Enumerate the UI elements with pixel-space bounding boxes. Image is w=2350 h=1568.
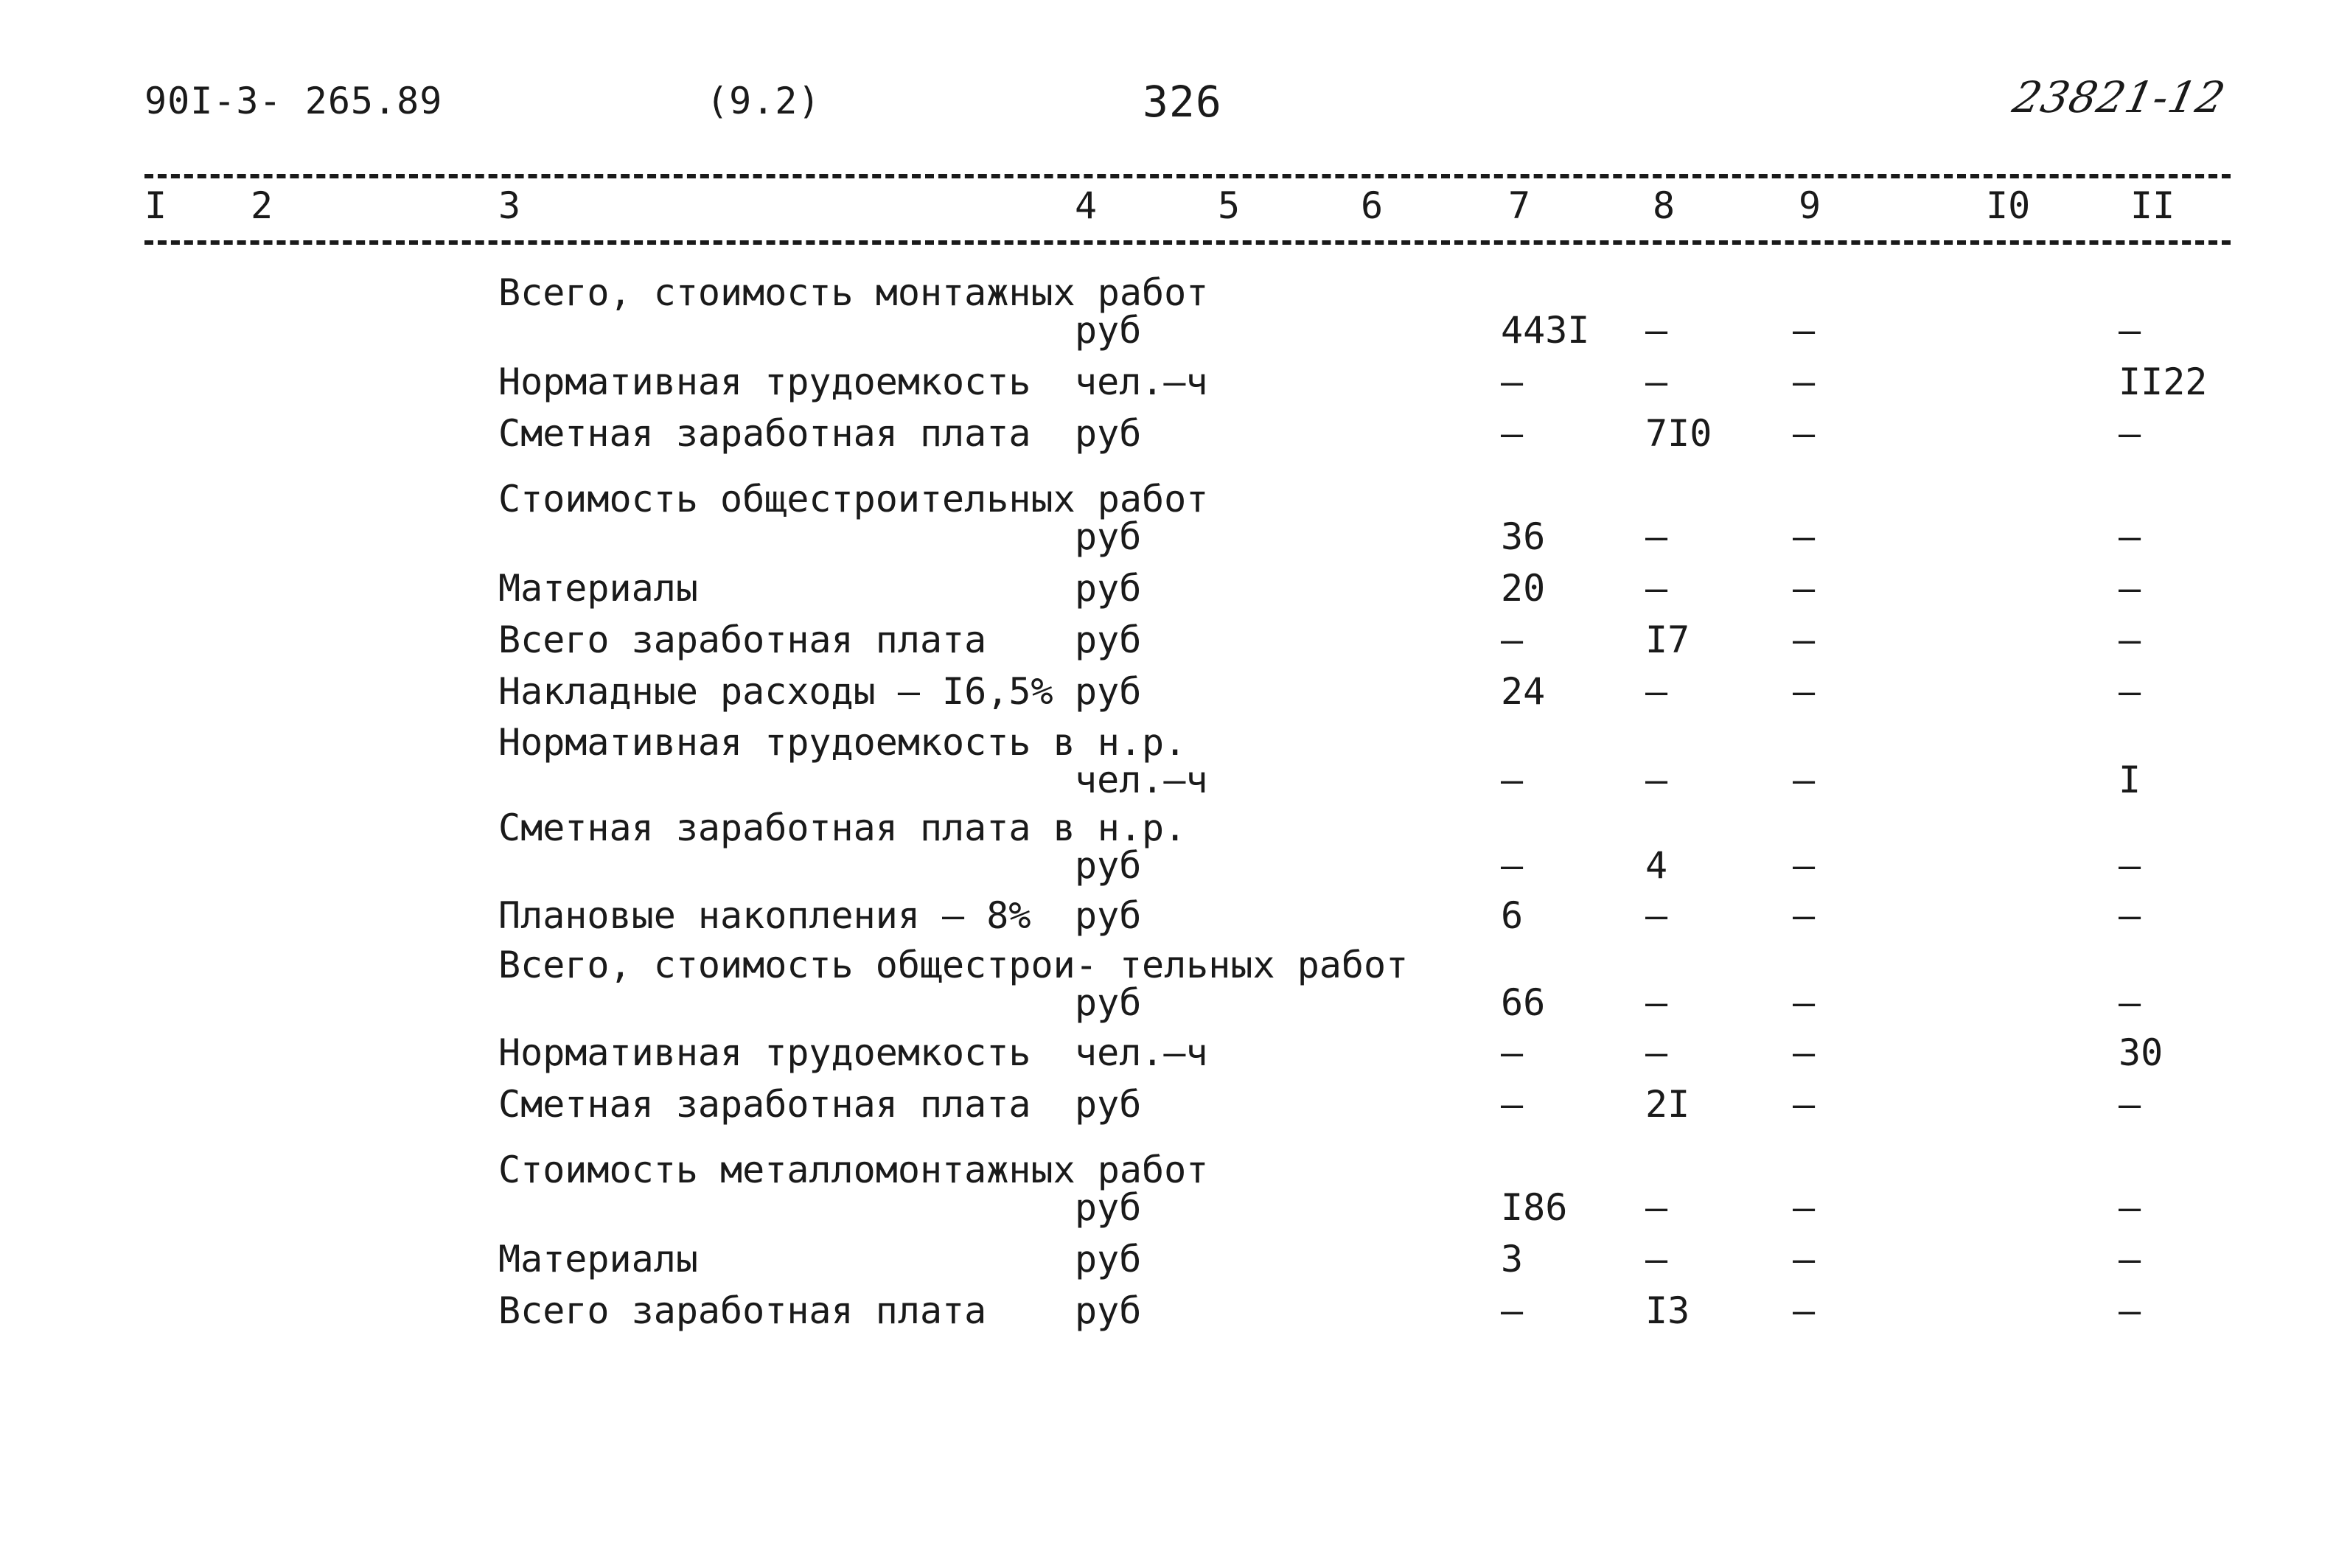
row-unit: чел.–ч [1075,759,1208,801]
row-col7-value: – [1501,412,1524,455]
row-unit: руб [1075,412,1142,455]
column-number: 7 [1508,184,1531,227]
row-col8-value: – [1645,515,1668,558]
table-row [0,414,2350,460]
row-col7-value: 24 [1501,670,1546,713]
row-unit: руб [1075,619,1142,661]
row-description: Нормативная трудоемкость [498,1031,1031,1074]
table-header-bottom-rule [144,240,2231,245]
row-col8-value: – [1645,670,1668,713]
row-unit: руб [1075,567,1142,610]
row-col9-value: – [1793,894,1816,937]
row-description: Всего заработная плата [498,619,987,661]
row-unit: руб [1075,670,1142,713]
row-description: Нормативная трудоемкость [498,360,1031,403]
row-col9-value: – [1793,1083,1816,1126]
row-col11-value: I [2119,759,2141,801]
table-row [0,806,2350,892]
row-col8-value: – [1645,1031,1668,1074]
row-description: Сметная заработная плата в н.р. [498,806,1187,849]
row-unit: руб [1075,1186,1142,1229]
row-description: Материалы [498,567,698,610]
row-col9-value: – [1793,1031,1816,1074]
table-row [0,478,2350,563]
row-col9-value: – [1793,1186,1816,1229]
row-col9-value: – [1793,515,1816,558]
table-row [0,896,2350,942]
row-col8-value: 4 [1645,844,1668,887]
table-row [0,569,2350,615]
row-col7-value: 20 [1501,567,1546,610]
row-unit: руб [1075,1083,1142,1126]
row-unit: руб [1075,1289,1142,1332]
row-description: Материалы [498,1238,698,1280]
row-unit: руб [1075,894,1142,937]
row-col9-value: – [1793,844,1816,887]
column-number: I0 [1986,184,2031,227]
row-col11-value: – [2119,412,2141,455]
table-header-top-rule [144,174,2231,178]
section-number: (9.2) [706,80,821,122]
row-col8-value: – [1645,759,1668,801]
table-row [0,1031,2350,1079]
row-col7-value: – [1501,1289,1524,1332]
row-col11-value: II22 [2119,360,2208,403]
column-number: I [144,184,167,227]
row-description: Плановые накопления – 8% [498,894,1031,937]
row-col9-value: – [1793,1238,1816,1280]
row-col11-value: – [2119,1289,2141,1332]
row-col7-value: – [1501,759,1524,801]
row-col9-value: – [1793,670,1816,713]
row-col7-value: 443I [1501,309,1590,352]
row-description: Накладные расходы – I6,5% [498,670,1053,713]
table-row [0,360,2350,408]
column-number: 5 [1218,184,1241,227]
row-description: Нормативная трудоемкость в н.р. [498,721,1187,764]
table-row [0,1240,2350,1286]
table-row [0,944,2350,1029]
row-description: Всего, стоимость общестрои- тельных работ [498,944,1409,986]
row-col9-value: – [1793,412,1816,455]
table-row [0,721,2350,806]
row-col11-value: 30 [2119,1031,2164,1074]
row-description: Стоимость общестроительных работ [498,478,1209,520]
row-col7-value: – [1501,844,1524,887]
row-col9-value: – [1793,309,1816,352]
row-col7-value: – [1501,1083,1524,1126]
row-col8-value: – [1645,1238,1668,1280]
row-col11-value: – [2119,309,2141,352]
row-col11-value: – [2119,670,2141,713]
row-col7-value: – [1501,1031,1524,1074]
row-col7-value: I86 [1501,1186,1568,1229]
row-col9-value: – [1793,360,1816,403]
row-unit: руб [1075,515,1142,558]
row-col7-value: 3 [1501,1238,1524,1280]
table-row [0,621,2350,666]
row-col11-value: – [2119,1186,2141,1229]
page-number: 326 [1143,77,1222,127]
document-code: 90I-3- 265.89 [144,80,443,122]
row-col11-value: – [2119,894,2141,937]
row-col7-value: – [1501,619,1524,661]
row-col9-value: – [1793,567,1816,610]
row-unit: руб [1075,844,1142,887]
row-col8-value: – [1645,360,1668,403]
row-col11-value: – [2119,567,2141,610]
row-col8-value: – [1645,309,1668,352]
row-col7-value: 66 [1501,981,1546,1024]
row-col8-value: I3 [1645,1289,1690,1332]
row-col11-value: – [2119,619,2141,661]
row-unit: руб [1075,309,1142,352]
table-row [0,271,2350,357]
row-col11-value: – [2119,844,2141,887]
table-row [0,672,2350,718]
row-unit: чел.–ч [1075,360,1208,403]
row-col8-value: 7I0 [1645,412,1712,455]
row-col9-value: – [1793,1289,1816,1332]
column-number: 3 [498,184,521,227]
row-col11-value: – [2119,981,2141,1024]
row-col8-value: 2I [1645,1083,1690,1126]
column-number: 4 [1075,184,1098,227]
row-description: Сметная заработная плата [498,1083,1031,1126]
row-description: Стоимость металломонтажных работ [498,1149,1209,1191]
column-number: 6 [1361,184,1384,227]
row-col8-value: – [1645,567,1668,610]
row-col8-value: – [1645,981,1668,1024]
row-col8-value: I7 [1645,619,1690,661]
column-number: II [2130,184,2175,227]
row-col11-value: – [2119,1083,2141,1126]
row-description: Всего, стоимость монтажных работ [498,271,1209,314]
row-col7-value: 6 [1501,894,1524,937]
column-number: 8 [1653,184,1676,227]
table-row [0,1151,2350,1234]
row-description: Всего заработная плата [498,1289,987,1332]
column-number: 2 [251,184,273,227]
row-unit: руб [1075,981,1142,1024]
handwritten-inventory-number: 23821-12 [2008,72,2231,122]
column-number: 9 [1799,184,1821,227]
table-row [0,1289,2350,1337]
row-col11-value: – [2119,515,2141,558]
row-col11-value: – [2119,1238,2141,1280]
row-col8-value: – [1645,1186,1668,1229]
table-row [0,1085,2350,1131]
row-col7-value: 36 [1501,515,1546,558]
row-col7-value: – [1501,360,1524,403]
row-col9-value: – [1793,759,1816,801]
row-col8-value: – [1645,894,1668,937]
row-unit: руб [1075,1238,1142,1280]
row-col9-value: – [1793,619,1816,661]
row-unit: чел.–ч [1075,1031,1208,1074]
row-col9-value: – [1793,981,1816,1024]
row-description: Сметная заработная плата [498,412,1031,455]
